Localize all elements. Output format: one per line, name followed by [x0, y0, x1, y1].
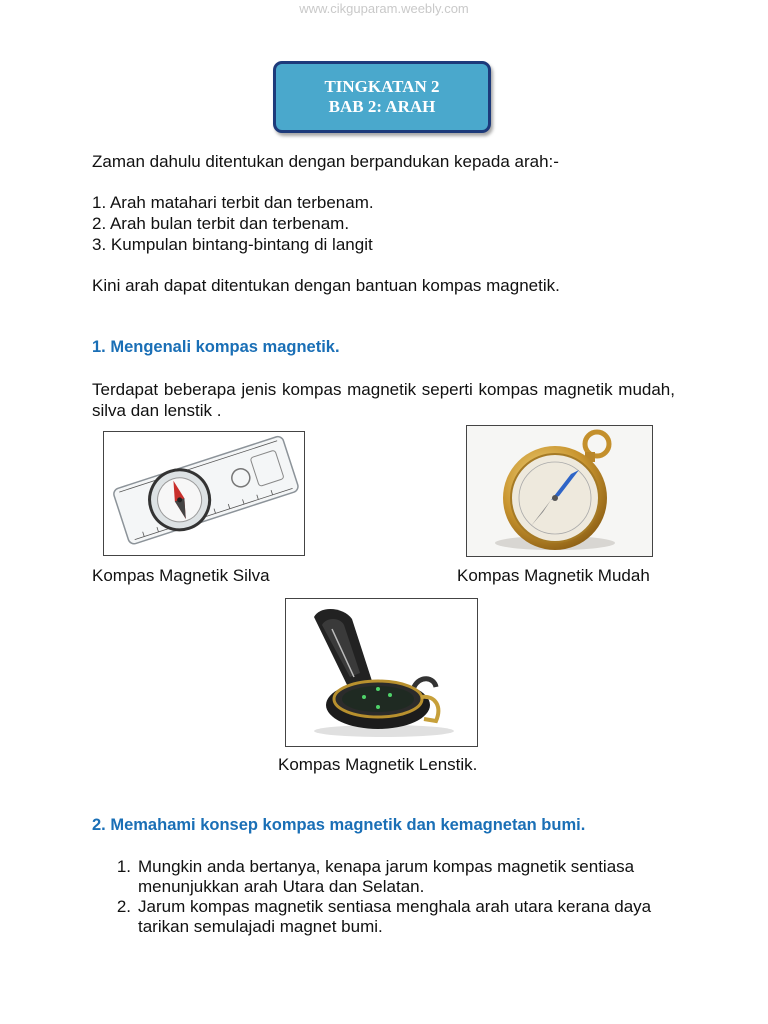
- chapter-title-line1: TINGKATAN 2: [324, 77, 440, 96]
- section2-heading: 2. Memahami konsep kompas magnetik dan kemagnetan bumi.: [92, 816, 586, 834]
- intro-text: Zaman dahulu ditentukan dengan berpandukan kepada arah:-: [92, 152, 559, 171]
- modern-method-text: Kini arah dapat ditentukan dengan bantuan kompas magnetik.: [92, 276, 560, 295]
- caption-lenstik: Kompas Magnetik Lenstik.: [278, 755, 478, 774]
- caption-silva: Kompas Magnetik Silva: [92, 566, 270, 585]
- list-item-text: Jarum kompas magnetik sentiasa menghala arah utara kerana daya tarikan semulajadi magnet bumi.: [138, 897, 652, 936]
- chapter-title-box: [273, 61, 491, 133]
- list-item: 1. Arah matahari terbit dan terbenam.: [92, 193, 374, 212]
- list-item: 2. Arah bulan terbit dan terbenam.: [92, 214, 350, 233]
- ancient-methods-list: [92, 192, 374, 255]
- list-item-number: 1.: [116, 857, 131, 876]
- silva-compass-image: [103, 431, 305, 556]
- section2-list: [85, 857, 685, 937]
- simple-compass-image: [466, 425, 653, 557]
- list-item: [85, 857, 685, 897]
- chapter-title-line2: BAB 2: ARAH: [328, 97, 436, 116]
- section1-paragraph: Terdapat beberapa jenis kompas magnetik seperti kompas magnetik mudah, silva dan lenstik .: [92, 380, 675, 420]
- list-item-number: 2.: [116, 897, 131, 916]
- list-item: [85, 897, 685, 937]
- watermark: www.cikguparam.weebly.com: [299, 1, 469, 16]
- list-item: 3. Kumpulan bintang-bintang di langit: [92, 235, 373, 254]
- list-item-text: Mungkin anda bertanya, kenapa jarum kompas magnetik sentiasa menunjukkan arah Utara dan Selatan.: [138, 857, 635, 896]
- caption-mudah: Kompas Magnetik Mudah: [457, 566, 650, 585]
- lensatic-compass-image: [285, 598, 478, 747]
- section1-heading: 1. Mengenali kompas magnetik.: [92, 338, 340, 356]
